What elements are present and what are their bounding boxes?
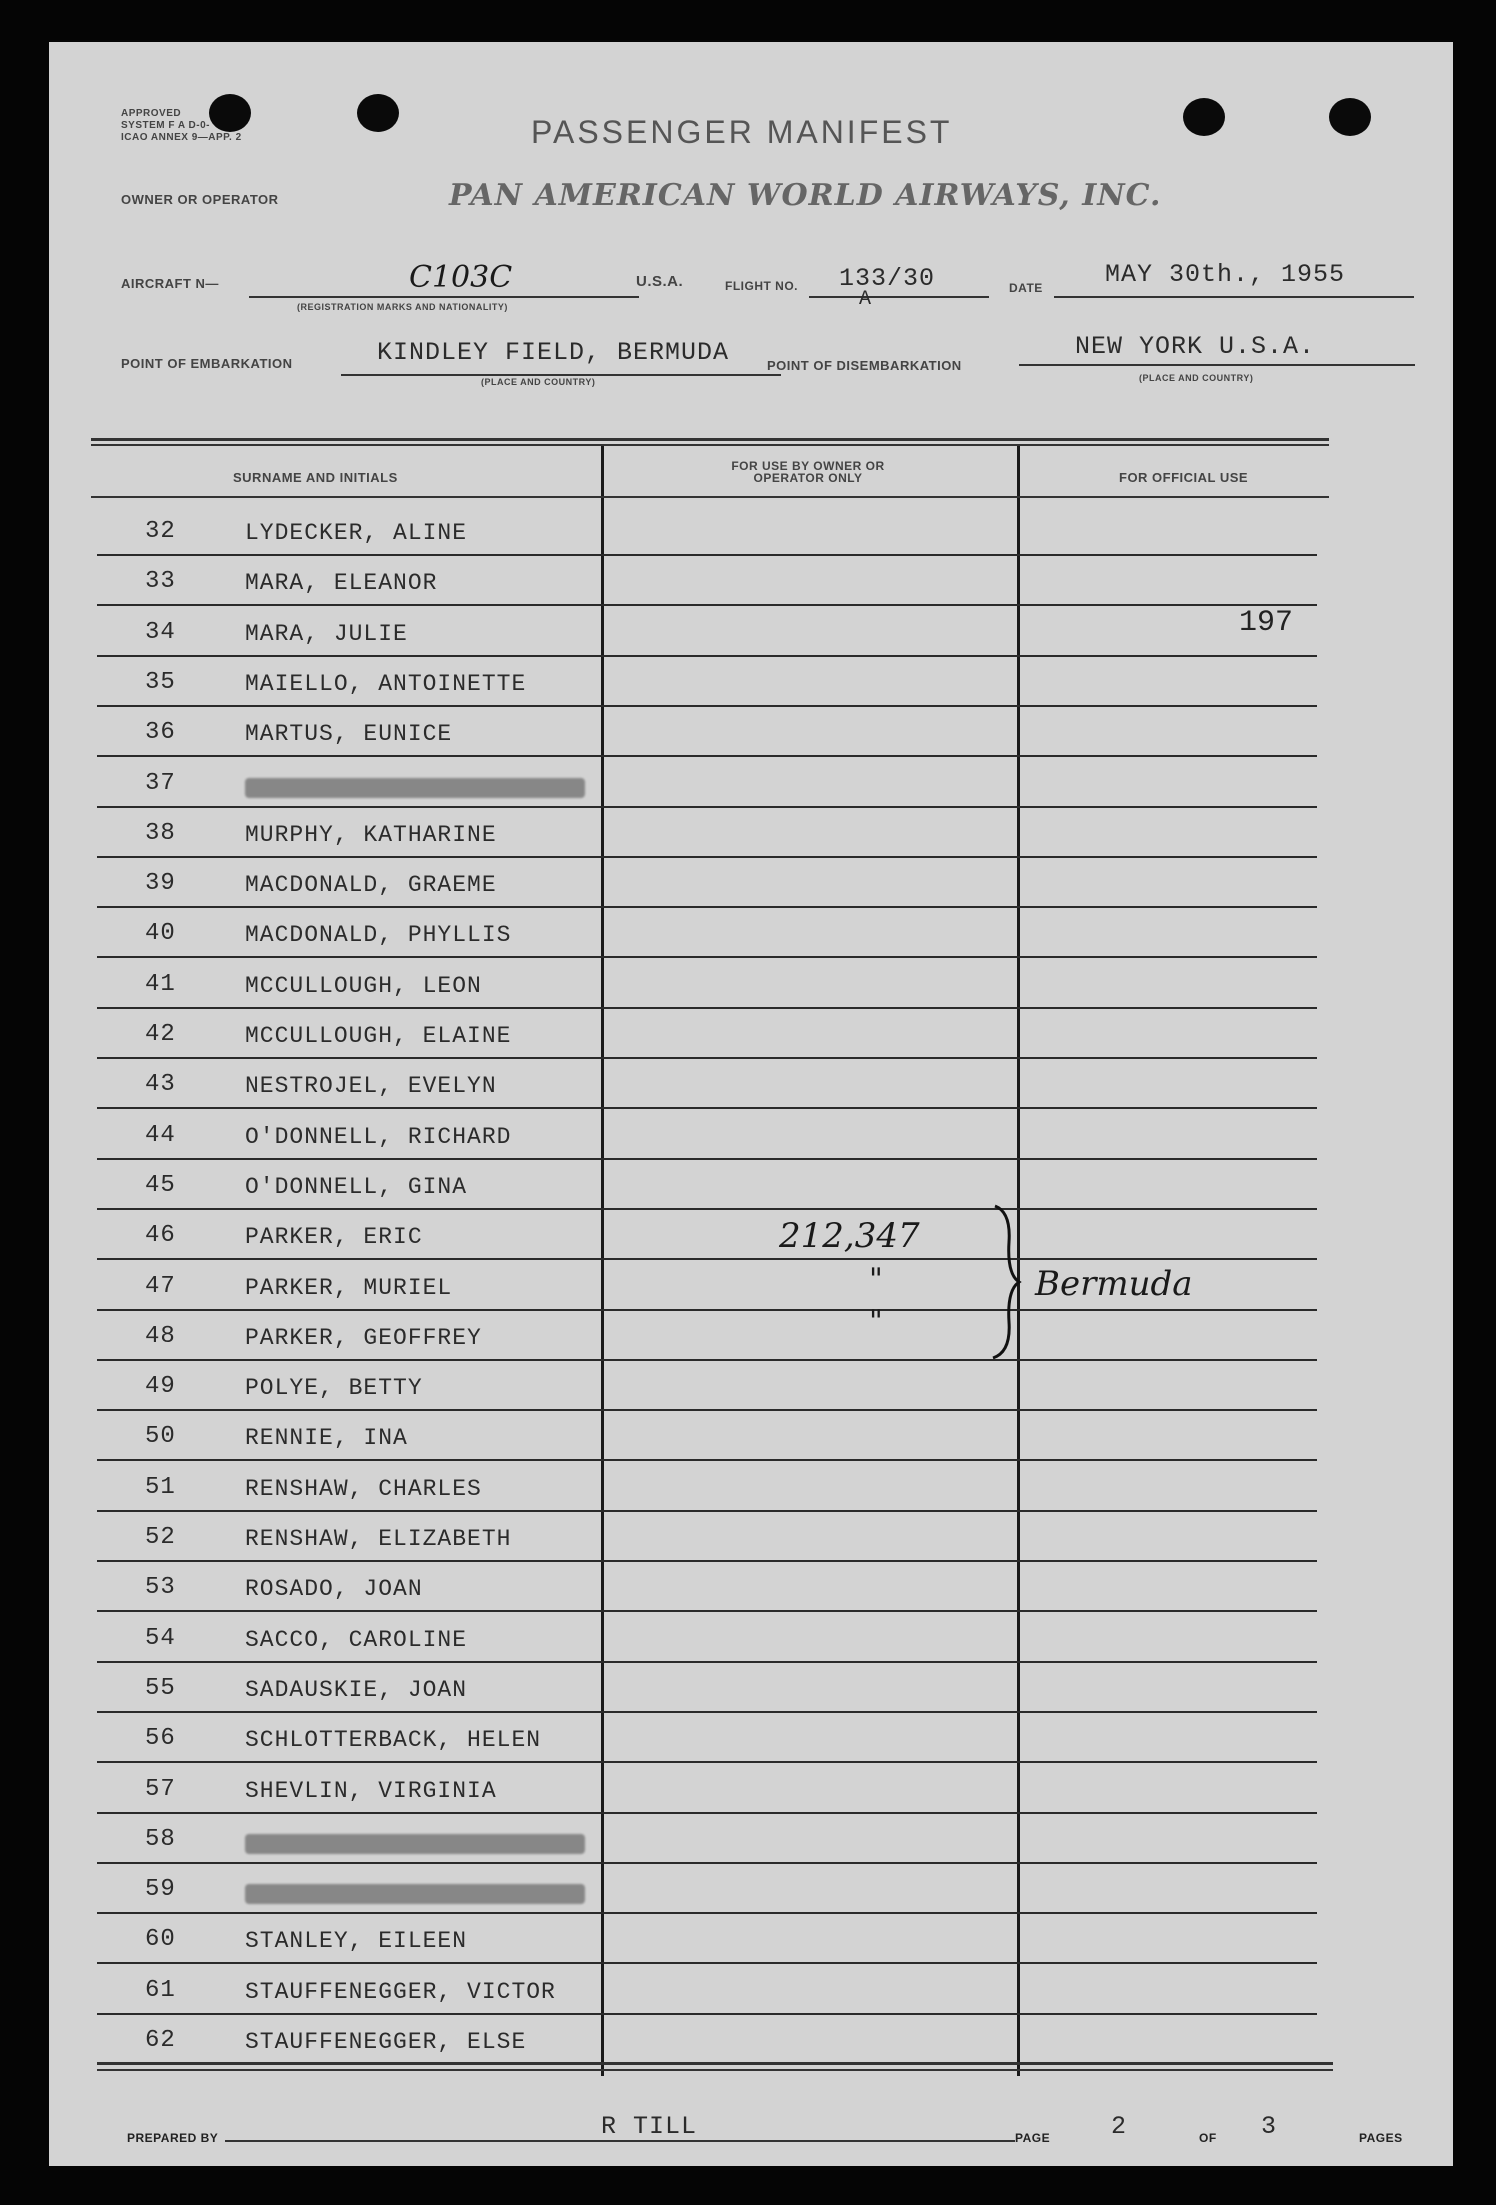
- manifest-sheet: [49, 42, 1453, 2166]
- row-rule: [1017, 1359, 1317, 1361]
- row-rule: [601, 1158, 1017, 1160]
- row-rule: [601, 1459, 1017, 1461]
- row-rule: [1017, 1208, 1317, 1210]
- passenger-number: 42: [145, 1021, 176, 1048]
- passenger-number: 58: [145, 1825, 176, 1853]
- row-rule: [1017, 1560, 1317, 1562]
- row-rule: [601, 1761, 1017, 1763]
- row-rule: [1017, 705, 1317, 707]
- row-rule: [601, 1510, 1017, 1512]
- row-rule: [97, 1962, 601, 1964]
- table-bottom-rule-2: [97, 2069, 1333, 2071]
- passenger-name: PARKER, GEOFFREY: [245, 1324, 482, 1351]
- official-number: 197: [1239, 606, 1294, 640]
- row-rule: [1017, 2013, 1317, 2015]
- row-rule: [97, 1359, 601, 1361]
- row-rule: [601, 1962, 1017, 1964]
- page-title: PASSENGER MANIFEST: [531, 114, 953, 150]
- passenger-number: 41: [145, 970, 176, 998]
- row-rule: [601, 1057, 1017, 1059]
- aircraft-label: AIRCRAFT N—: [121, 276, 219, 291]
- passenger-name: MAIELLO, ANTOINETTE: [245, 670, 527, 697]
- passenger-number: 50: [145, 1423, 176, 1451]
- row-rule: [97, 604, 601, 606]
- passenger-number: 55: [145, 1674, 176, 1702]
- disembarkation-value: NEW YORK U.S.A.: [1075, 332, 1316, 361]
- passenger-number: 57: [145, 1775, 176, 1803]
- bracket-mark: [989, 1202, 1023, 1362]
- date-label: DATE: [1009, 281, 1043, 295]
- passenger-number: 53: [145, 1574, 176, 1602]
- passenger-number: 36: [145, 719, 176, 747]
- passenger-name: POLYE, BETTY: [245, 1375, 423, 1402]
- row-rule: [601, 1208, 1017, 1210]
- prepared-by-value: R TILL: [601, 2112, 698, 2141]
- row-rule: [601, 604, 1017, 606]
- row-rule: [1017, 1409, 1317, 1411]
- row-rule: [97, 1560, 601, 1562]
- row-rule: [1017, 1258, 1317, 1260]
- row-rule: [1017, 755, 1317, 757]
- passenger-name: MARA, ELEANOR: [245, 570, 438, 597]
- embarkation-caption: (PLACE AND COUNTRY): [481, 377, 596, 387]
- row-rule: [1017, 1661, 1317, 1663]
- row-rule: [1017, 1107, 1317, 1109]
- aircraft-underline: [249, 296, 639, 298]
- owner-label: OWNER OR OPERATOR: [121, 192, 279, 207]
- row-rule: [601, 755, 1017, 757]
- passenger-name: MURPHY, KATHARINE: [245, 821, 497, 848]
- disembarkation-label: POINT OF DISEMBARKATION: [767, 358, 962, 373]
- passenger-number: 37: [145, 769, 176, 797]
- row-rule: [97, 1309, 601, 1311]
- passenger-number: 33: [145, 568, 176, 596]
- row-rule: [97, 2013, 601, 2015]
- passenger-number: 49: [145, 1373, 176, 1401]
- passenger-name: ROSADO, JOAN: [245, 1576, 423, 1603]
- row-rule: [97, 1258, 601, 1260]
- passenger-number: 48: [145, 1322, 176, 1350]
- punch-hole: [1329, 98, 1371, 136]
- passenger-number: 45: [145, 1171, 176, 1199]
- of-label: OF: [1199, 2131, 1217, 2145]
- header-rule: [91, 496, 1329, 498]
- passenger-name: SACCO, CAROLINE: [245, 1626, 468, 1653]
- flight-number: 133/30: [839, 264, 936, 293]
- row-rule: [601, 1661, 1017, 1663]
- passenger-name: RENSHAW, ELIZABETH: [245, 1526, 512, 1552]
- row-rule: [1017, 554, 1317, 556]
- row-rule: [97, 1158, 601, 1160]
- row-rule: [601, 1912, 1017, 1914]
- row-rule: [97, 1661, 601, 1663]
- date-underline: [1054, 296, 1414, 298]
- total-pages: 3: [1261, 2112, 1278, 2141]
- row-rule: [1017, 856, 1317, 858]
- row-rule: [601, 956, 1017, 958]
- passenger-number: 56: [145, 1725, 176, 1753]
- ditto-mark: ": [869, 1262, 883, 1297]
- row-rule: [97, 1208, 601, 1210]
- row-rule: [97, 1459, 601, 1461]
- passenger-name: SCHLOTTERBACK, HELEN: [245, 1727, 542, 1754]
- redacted-name: [245, 1834, 585, 1854]
- row-rule: [601, 1812, 1017, 1814]
- passenger-number: 47: [145, 1272, 176, 1300]
- official-use-column-header: FOR OFFICIAL USE: [1119, 470, 1249, 485]
- row-rule: [97, 956, 601, 958]
- redacted-name: [245, 778, 585, 798]
- row-rule: [97, 705, 601, 707]
- passenger-number: 34: [145, 618, 176, 646]
- ditto-mark: ": [869, 1304, 883, 1339]
- row-rule: [97, 906, 601, 908]
- official-handwritten-note: Bermuda: [1035, 1264, 1193, 1304]
- row-rule: [1017, 956, 1317, 958]
- owner-handwritten-note: 212,347: [779, 1216, 920, 1256]
- passenger-name: SHEVLIN, VIRGINIA: [245, 1777, 497, 1804]
- embarkation-value: KINDLEY FIELD, BERMUDA: [377, 338, 730, 367]
- row-rule: [97, 1711, 601, 1713]
- passenger-number: 54: [145, 1624, 176, 1652]
- passenger-number: 61: [145, 1976, 176, 2004]
- approval-text: APPROVED SYSTEM F A D-0- ICAO ANNEX 9—APP. 2: [121, 108, 242, 143]
- passenger-number: 46: [145, 1222, 176, 1250]
- row-rule: [601, 906, 1017, 908]
- pages-label: PAGES: [1359, 2131, 1403, 2145]
- row-rule: [1017, 1912, 1317, 1914]
- row-rule: [601, 1107, 1017, 1109]
- row-rule: [97, 1812, 601, 1814]
- table-bottom-rule: [97, 2062, 1333, 2065]
- row-rule: [97, 1107, 601, 1109]
- passenger-name: SADAUSKIE, JOAN: [245, 1676, 468, 1703]
- passenger-name: O'DONNELL, RICHARD: [245, 1123, 512, 1150]
- row-rule: [1017, 806, 1317, 808]
- row-rule: [601, 2013, 1017, 2015]
- passenger-name: STANLEY, EILEEN: [245, 1928, 468, 1955]
- date-value: MAY 30th., 1955: [1105, 260, 1346, 289]
- row-rule: [1017, 1510, 1317, 1512]
- row-rule: [97, 655, 601, 657]
- column-divider: [601, 446, 604, 2076]
- row-rule: [601, 1711, 1017, 1713]
- passenger-name: O'DONNELL, GINA: [245, 1173, 468, 1200]
- passenger-name: STAUFFENEGGER, VICTOR: [245, 1978, 556, 2005]
- page-number: 2: [1111, 2112, 1128, 2141]
- row-rule: [1017, 906, 1317, 908]
- row-rule: [97, 806, 601, 808]
- punch-hole: [357, 94, 399, 132]
- disembarkation-caption: (PLACE AND COUNTRY): [1139, 373, 1254, 383]
- aircraft-value: C103C: [409, 260, 513, 295]
- embarkation-label: POINT OF EMBARKATION: [121, 356, 293, 371]
- row-rule: [1017, 1962, 1317, 1964]
- row-rule: [1017, 1610, 1317, 1612]
- row-rule: [97, 1912, 601, 1914]
- row-rule: [1017, 1007, 1317, 1009]
- registration-caption: (REGISTRATION MARKS AND NATIONALITY): [297, 302, 508, 312]
- passenger-number: 40: [145, 920, 176, 948]
- passenger-name: MCCULLOUGH, LEON: [245, 972, 482, 999]
- passenger-number: 44: [145, 1121, 176, 1149]
- surname-column-header: SURNAME AND INITIALS: [233, 470, 398, 485]
- flight-suffix: A: [859, 288, 873, 311]
- passenger-name: MARTUS, EUNICE: [245, 721, 453, 748]
- row-rule: [601, 655, 1017, 657]
- row-rule: [1017, 1459, 1317, 1461]
- row-rule: [97, 1610, 601, 1612]
- row-rule: [601, 1610, 1017, 1612]
- row-rule: [1017, 1812, 1317, 1814]
- row-rule: [97, 856, 601, 858]
- owner-use-column-header: FOR USE BY OWNER OR OPERATOR ONLY: [731, 459, 885, 485]
- row-rule: [97, 1862, 601, 1864]
- row-rule: [97, 1409, 601, 1411]
- passenger-name: PARKER, ERIC: [245, 1224, 423, 1251]
- prepared-by-label: PREPARED BY: [127, 2131, 219, 2145]
- passenger-number: 38: [145, 819, 176, 847]
- passenger-name: MACDONALD, GRAEME: [245, 872, 497, 899]
- passenger-number: 39: [145, 870, 176, 898]
- row-rule: [1017, 1761, 1317, 1763]
- passenger-number: 43: [145, 1071, 176, 1099]
- passenger-name: MACDONALD, PHYLLIS: [245, 922, 512, 949]
- passenger-number: 59: [145, 1876, 176, 1904]
- row-rule: [601, 1007, 1017, 1009]
- row-rule: [601, 1359, 1017, 1361]
- row-rule: [601, 554, 1017, 556]
- passenger-number: 51: [145, 1473, 176, 1501]
- row-rule: [97, 1761, 601, 1763]
- passenger-name: LYDECKER, ALINE: [245, 520, 468, 546]
- row-rule: [601, 1560, 1017, 1562]
- passenger-name: RENNIE, INA: [245, 1425, 408, 1452]
- row-rule: [601, 1258, 1017, 1260]
- page-label: PAGE: [1015, 2131, 1051, 2145]
- punch-hole: [1183, 98, 1225, 136]
- passenger-number: 35: [145, 668, 176, 696]
- flight-underline: [809, 296, 989, 298]
- row-rule: [1017, 1711, 1317, 1713]
- row-rule: [601, 1409, 1017, 1411]
- table-top-rule: [91, 438, 1329, 441]
- row-rule: [97, 1510, 601, 1512]
- row-rule: [1017, 1862, 1317, 1864]
- row-rule: [1017, 1158, 1317, 1160]
- redacted-name: [245, 1884, 585, 1904]
- row-rule: [97, 1007, 601, 1009]
- row-rule: [97, 755, 601, 757]
- passenger-number: 32: [145, 518, 176, 545]
- usa-label: U.S.A.: [636, 273, 684, 290]
- passenger-number: 52: [145, 1524, 176, 1551]
- passenger-name: STAUFFENEGGER, ELSE: [245, 2029, 527, 2055]
- row-rule: [601, 806, 1017, 808]
- row-rule: [601, 1862, 1017, 1864]
- row-rule: [97, 554, 601, 556]
- row-rule: [601, 705, 1017, 707]
- row-rule: [601, 1309, 1017, 1311]
- row-rule: [97, 1057, 601, 1059]
- table-top-rule-2: [91, 444, 1329, 446]
- passenger-name: MARA, JULIE: [245, 620, 408, 647]
- passenger-name: PARKER, MURIEL: [245, 1274, 453, 1301]
- company-name: PAN AMERICAN WORLD AIRWAYS, INC.: [449, 178, 1162, 213]
- passenger-name: NESTROJEL, EVELYN: [245, 1073, 497, 1100]
- row-rule: [601, 856, 1017, 858]
- passenger-name: MCCULLOUGH, ELAINE: [245, 1023, 512, 1049]
- passenger-name: RENSHAW, CHARLES: [245, 1475, 482, 1502]
- row-rule: [1017, 1309, 1317, 1311]
- passenger-number: 60: [145, 1926, 176, 1954]
- row-rule: [1017, 1057, 1317, 1059]
- passenger-number: 62: [145, 2027, 176, 2054]
- row-rule: [1017, 655, 1317, 657]
- flight-label: FLIGHT NO.: [725, 279, 798, 293]
- disembarkation-underline: [1019, 364, 1415, 366]
